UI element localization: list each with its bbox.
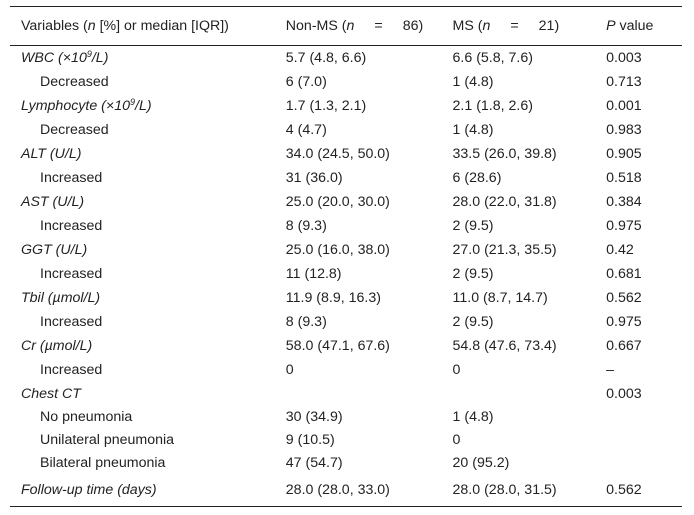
p-value: 0.003: [606, 50, 642, 66]
p-value: 0.384: [606, 194, 642, 210]
ms-value: 1 (4.8): [452, 409, 494, 425]
ms-value: 2 (9.5): [452, 218, 494, 234]
p-value: 0.562: [606, 475, 682, 507]
non-ms-value: [286, 382, 453, 406]
comparison-table: [10, 6, 682, 507]
ms-value: 28.0 (22.0, 31.8): [452, 194, 557, 210]
header-variables: Variables (n [%] or median [IQR]): [10, 7, 286, 46]
variable-label: Follow-up time (days): [10, 475, 286, 507]
variable-label: Decreased: [40, 74, 109, 90]
non-ms-value: 8 (9.3): [285, 314, 327, 330]
table-row: [10, 406, 682, 429]
header-p-value: P value: [606, 7, 682, 46]
table-row: [10, 310, 682, 334]
ms-value: 2 (9.5): [452, 266, 494, 282]
non-ms-value: 25.0 (20.0, 30.0): [285, 194, 390, 210]
ms-value: 2.1 (1.8, 2.6): [452, 98, 533, 114]
non-ms-value: 0: [285, 362, 294, 378]
ms-value: 28.0 (28.0, 31.5): [453, 475, 607, 507]
non-ms-value: 4 (4.7): [285, 122, 327, 138]
variable-label: Increased: [40, 266, 103, 282]
non-ms-value: 47 (54.7): [285, 455, 343, 471]
non-ms-value: 34.0 (24.5, 50.0): [285, 146, 390, 162]
table-row: [10, 286, 682, 310]
results-table-container: [10, 6, 682, 507]
variable-label: Increased: [40, 218, 103, 234]
table-row: [10, 452, 682, 475]
variable-label: AST (U/L): [21, 194, 85, 210]
table-row: [10, 358, 682, 382]
non-ms-value: 58.0 (47.1, 67.6): [285, 338, 390, 354]
non-ms-value: 11 (12.8): [285, 266, 342, 282]
ms-value: 33.5 (26.0, 39.8): [452, 146, 557, 162]
table-row: [10, 46, 682, 71]
table-body: [10, 46, 682, 507]
p-value: –: [606, 362, 614, 378]
table-row: [10, 70, 682, 94]
table-row: [10, 334, 682, 358]
p-value: 0.975: [606, 314, 642, 330]
variable-label: Decreased: [40, 122, 109, 138]
table-row: [10, 94, 682, 118]
table-row: [10, 429, 682, 452]
table-row: [10, 118, 682, 142]
variable-label: Increased: [40, 170, 103, 186]
non-ms-value: 25.0 (16.0, 38.0): [285, 242, 390, 258]
p-value: 0.975: [606, 218, 642, 234]
variable-label: GGT (U/L): [21, 242, 88, 258]
variable-label: Tbil (µmol/L): [21, 290, 101, 306]
p-value: 0.003: [606, 386, 642, 402]
ms-value: 20 (95.2): [452, 455, 510, 471]
table-row: [10, 190, 682, 214]
ms-value: 6 (28.6): [452, 170, 502, 186]
ms-value: 54.8 (47.6, 73.4): [452, 338, 557, 354]
p-value: 0.905: [606, 146, 642, 162]
non-ms-value: 5.7 (4.8, 6.6): [285, 50, 367, 66]
non-ms-value: 8 (9.3): [285, 218, 327, 234]
table-row: [10, 214, 682, 238]
variable-label: Chest CT: [21, 386, 81, 402]
non-ms-value: 9 (10.5): [285, 432, 335, 448]
ms-value: 0: [452, 362, 461, 378]
p-value: [606, 429, 682, 452]
ms-value: 1 (4.8): [452, 74, 494, 90]
p-value: [606, 406, 682, 429]
p-value: 0.983: [606, 122, 642, 138]
variable-label: Increased: [40, 314, 103, 330]
ms-value: [453, 382, 607, 406]
header-non-ms: Non-MS (n = 86): [286, 7, 453, 46]
table-row: [10, 142, 682, 166]
variable-label: No pneumonia: [40, 409, 133, 425]
variable-label: Bilateral pneumonia: [40, 455, 166, 471]
header-row: [10, 7, 682, 46]
table-row: [10, 166, 682, 190]
non-ms-value: 31 (36.0): [285, 170, 343, 186]
p-value: 0.562: [606, 290, 642, 306]
ms-value: 6.6 (5.8, 7.6): [452, 50, 533, 66]
p-value: 0.667: [606, 338, 642, 354]
variable-label: ALT (U/L): [21, 146, 82, 162]
variable-label: WBC $(\times 10^9/L)$: [21, 49, 109, 66]
p-value: 0.42: [606, 242, 634, 258]
p-value: 0.713: [606, 74, 642, 90]
variable-label: Increased: [40, 362, 103, 378]
p-value: 0.518: [606, 170, 642, 186]
table-row: [10, 238, 682, 262]
table-row: [10, 382, 682, 406]
variable-label: Unilateral pneumonia: [40, 432, 175, 448]
ms-value: 2 (9.5): [452, 314, 494, 330]
non-ms-value: 6 (7.0): [285, 74, 327, 90]
p-value: 0.001: [606, 98, 642, 114]
non-ms-value: 28.0 (28.0, 33.0): [286, 475, 453, 507]
ms-value: 1 (4.8): [452, 122, 494, 138]
table-row: [10, 475, 682, 507]
ms-value: 0: [452, 432, 461, 448]
ms-value: 11.0 (8.7, 14.7): [452, 290, 548, 306]
variable-label: Cr (µmol/L): [21, 338, 93, 354]
header-ms: MS (n = 21): [453, 7, 607, 46]
ms-value: 27.0 (21.3, 35.5): [452, 242, 557, 258]
p-value: 0.681: [606, 266, 642, 282]
non-ms-value: 30 (34.9): [285, 409, 343, 425]
non-ms-value: 11.9 (8.9, 16.3): [285, 290, 381, 306]
variable-label: Lymphocyte $(\times 10^9/L)$: [21, 97, 152, 114]
table-row: [10, 262, 682, 286]
p-value: [606, 452, 682, 475]
non-ms-value: 1.7 (1.3, 2.1): [285, 98, 367, 114]
